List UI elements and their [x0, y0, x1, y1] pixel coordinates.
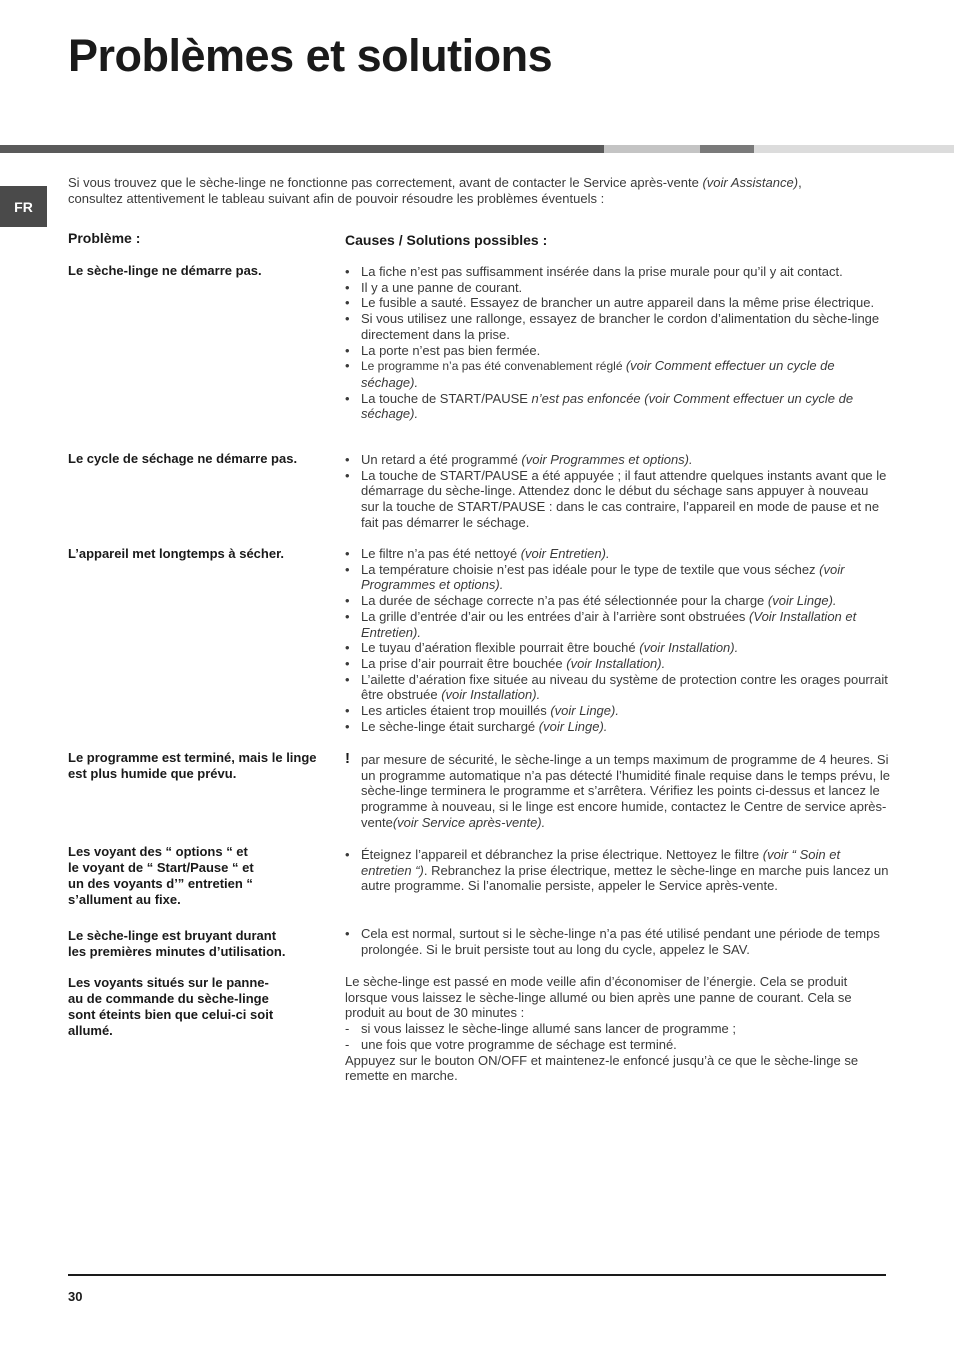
list-item: • Le tuyau d’aération flexible pourrait être bouché (voir Installation). [345, 640, 739, 656]
list-item: • La porte n’est pas bien fermée. [345, 342, 541, 358]
list-item: • Le filtre n’a pas été nettoyé (voir Entretien). [345, 546, 610, 561]
list-item: • Un retard a été programmé (voir Programmes et options). [345, 452, 693, 467]
intro-comma: , [798, 175, 802, 190]
problem-label: Le cycle de séchage ne démarre pas. [68, 451, 298, 466]
dash-item: - une fois que votre programme de séchage est terminé. [345, 1036, 677, 1052]
problem-label: Le programme est terminé, mais le linge est plus humide que prévu. [68, 750, 317, 781]
problem-label: Les voyants situés sur le panne- au de commande du sèche-linge sont éteints bien que celui-ci soit allumé. [68, 975, 274, 1038]
list-item: • Éteignez l’appareil et débranchez la prise électrique. Nettoyez le filtre (voir “ Soin et entretien “). Rebranchez la prise électrique, mettez le sèche-linge en marche puis lancez un autre programme. Si l’anomalie persiste, appeler le Service après-vente. [345, 847, 889, 894]
bullet-icon: • [345, 847, 350, 862]
list-item: • La durée de séchage correcte n’a pas été sélectionnée pour la charge (voir Linge). [345, 593, 837, 609]
header-rule-pale [754, 145, 954, 153]
bullet-icon: • [345, 452, 350, 467]
bullet-icon: • [345, 546, 350, 561]
language-tab: FR [0, 186, 47, 227]
list-item: • La température choisie n’est pas idéale pour le type de textile que vous séchez (voir Programmes et options). [345, 561, 845, 593]
bullet-icon: • [345, 295, 350, 311]
list-item: • La grille d’entrée d’air ou les entrées d’air à l’arrière sont obstruées (Voir Installation et Entretien). [345, 608, 857, 640]
page-number: 30 [68, 1289, 83, 1304]
solution-block [345, 974, 890, 1084]
solution-block [345, 546, 890, 734]
solution-list [345, 452, 890, 531]
warning-icon: ! [345, 750, 350, 767]
intro-line2: consultez attentivement le tableau suivant afin de pouvoir résoudre les problèmes éventuels : [68, 191, 605, 206]
bullet-icon: • [345, 608, 350, 624]
problem-label: Le sèche-linge ne démarre pas. [68, 263, 262, 278]
restart-paragraph: Appuyez sur le bouton ON/OFF et maintenez-le enfoncé jusqu’à ce que le sèche-linge se remette en marche. [345, 1052, 859, 1084]
list-item: • La touche de START/PAUSE a été appuyée ; il faut attendre quelques instants avant que le démarrage du sèche-linge. Attendez donc le début du séchage sans appuyer à nouveau sur la touche de START/PAUSE : dans le cas contraire, l’appareil en mode de pause et ne fait pas démarrer le séchage. [345, 467, 887, 530]
list-item: • Le fusible a sauté. Essayez de brancher un autre appareil dans la même prise électrique. [345, 295, 875, 311]
causes-column-header: Causes / Solutions possibles : [345, 232, 548, 248]
bullet-icon: • [345, 703, 350, 719]
solution-block [345, 452, 890, 531]
intro-ref: (voir Assistance) [702, 175, 799, 190]
header-rule-light [604, 145, 700, 153]
dash-item: - si vous laissez le sèche-linge allumé sans lancer de programme ; [345, 1021, 737, 1037]
intro-line1: Si vous trouvez que le sèche-linge ne fonctionne pas correctement, avant de contacter le Service après-vente [68, 175, 703, 190]
bullet-icon: • [345, 718, 350, 734]
problem-label: L’appareil met longtemps à sécher. [68, 546, 285, 561]
list-item: • Le sèche-linge était surchargé (voir Linge). [345, 718, 608, 734]
solution-list [345, 264, 890, 422]
bullet-icon: • [345, 279, 350, 295]
problem-column-header: Problème : [68, 230, 141, 246]
solution-block [345, 752, 890, 831]
solution-list [345, 926, 890, 957]
bullet-icon: • [345, 467, 350, 483]
solution-block [345, 847, 890, 894]
bullet-icon: • [345, 358, 350, 374]
bullet-icon: • [345, 561, 350, 577]
solution-list [345, 847, 890, 894]
header-rule-dark [0, 145, 604, 153]
problem-label: Les voyant des “ options “ et le voyant de “ Start/Pause “ et un des voyants d’” entretien “ s’allument au fixe. [68, 844, 254, 907]
list-item: • L’ailette d’aération fixe située au niveau du système de protection contre les orages pourrait être obstruée (voir Installation). [345, 671, 888, 703]
intro-text [68, 175, 888, 207]
list-item: • La touche de START/PAUSE n’est pas enfoncée (voir Comment effectuer un cycle de séchage). [345, 390, 854, 422]
problem-label: Le sèche-linge est bruyant durant les premières minutes d’utilisation. [68, 928, 286, 959]
bullet-icon: • [345, 671, 350, 687]
bullet-icon: • [345, 926, 350, 941]
bullet-icon: • [345, 342, 350, 358]
list-item: • La fiche n’est pas suffisamment insérée dans la prise murale pour qu’il y ait contact. [345, 264, 843, 279]
bullet-icon: • [345, 390, 350, 406]
footer-rule [68, 1274, 886, 1276]
page-title: Problèmes et solutions [68, 30, 553, 81]
list-item: • La prise d’air pourrait être bouchée (voir Installation). [345, 655, 666, 671]
bullet-icon: • [345, 655, 350, 671]
solution-list [345, 546, 890, 734]
list-item: • Cela est normal, surtout si le sèche-linge n’a pas été utilisé pendant une période de temps prolongée. Si le bruit persiste tout au long du cycle, appelez le SAV. [345, 926, 880, 957]
bullet-icon: • [345, 640, 350, 656]
standby-paragraph: Le sèche-linge est passé en mode veille afin d’économiser de l’énergie. Cela se produit lorsque vous laissez le sèche-linge allumé ou bien après une panne de courant. Cela se produit au bout de 30 minutes : [345, 974, 852, 1021]
header-rule-mid [700, 145, 754, 153]
list-item: • Le programme n’a pas été convenablement réglé (voir Comment effectuer un cycle de séchage). [345, 358, 835, 390]
list-item: • Les articles étaient trop mouillés (voir Linge). [345, 703, 619, 719]
bullet-icon: • [345, 593, 350, 609]
list-item: • Si vous utilisez une rallonge, essayez de brancher le cordon d’alimentation du sèche-linge directement dans la prise. [345, 311, 880, 342]
solution-block [345, 926, 890, 957]
bullet-icon: • [345, 264, 350, 279]
solution-block [345, 264, 890, 422]
warning-note: ! par mesure de sécurité, le sèche-linge a un temps maximum de programme de 4 heures. Si un programme automatique n’a pas détecté l’humidité finale requise dans le temps prévu, le sèche-linge terminera le programme et s’arrêtera. Vérifiez les points ci-dessus et lancez le programme à nouveau, si le linge est encore humide, contactez le Centre de service après-vente(voir Service après-vente). [345, 750, 890, 830]
list-item: • Il y a une panne de courant. [345, 279, 523, 295]
bullet-icon: • [345, 311, 350, 327]
